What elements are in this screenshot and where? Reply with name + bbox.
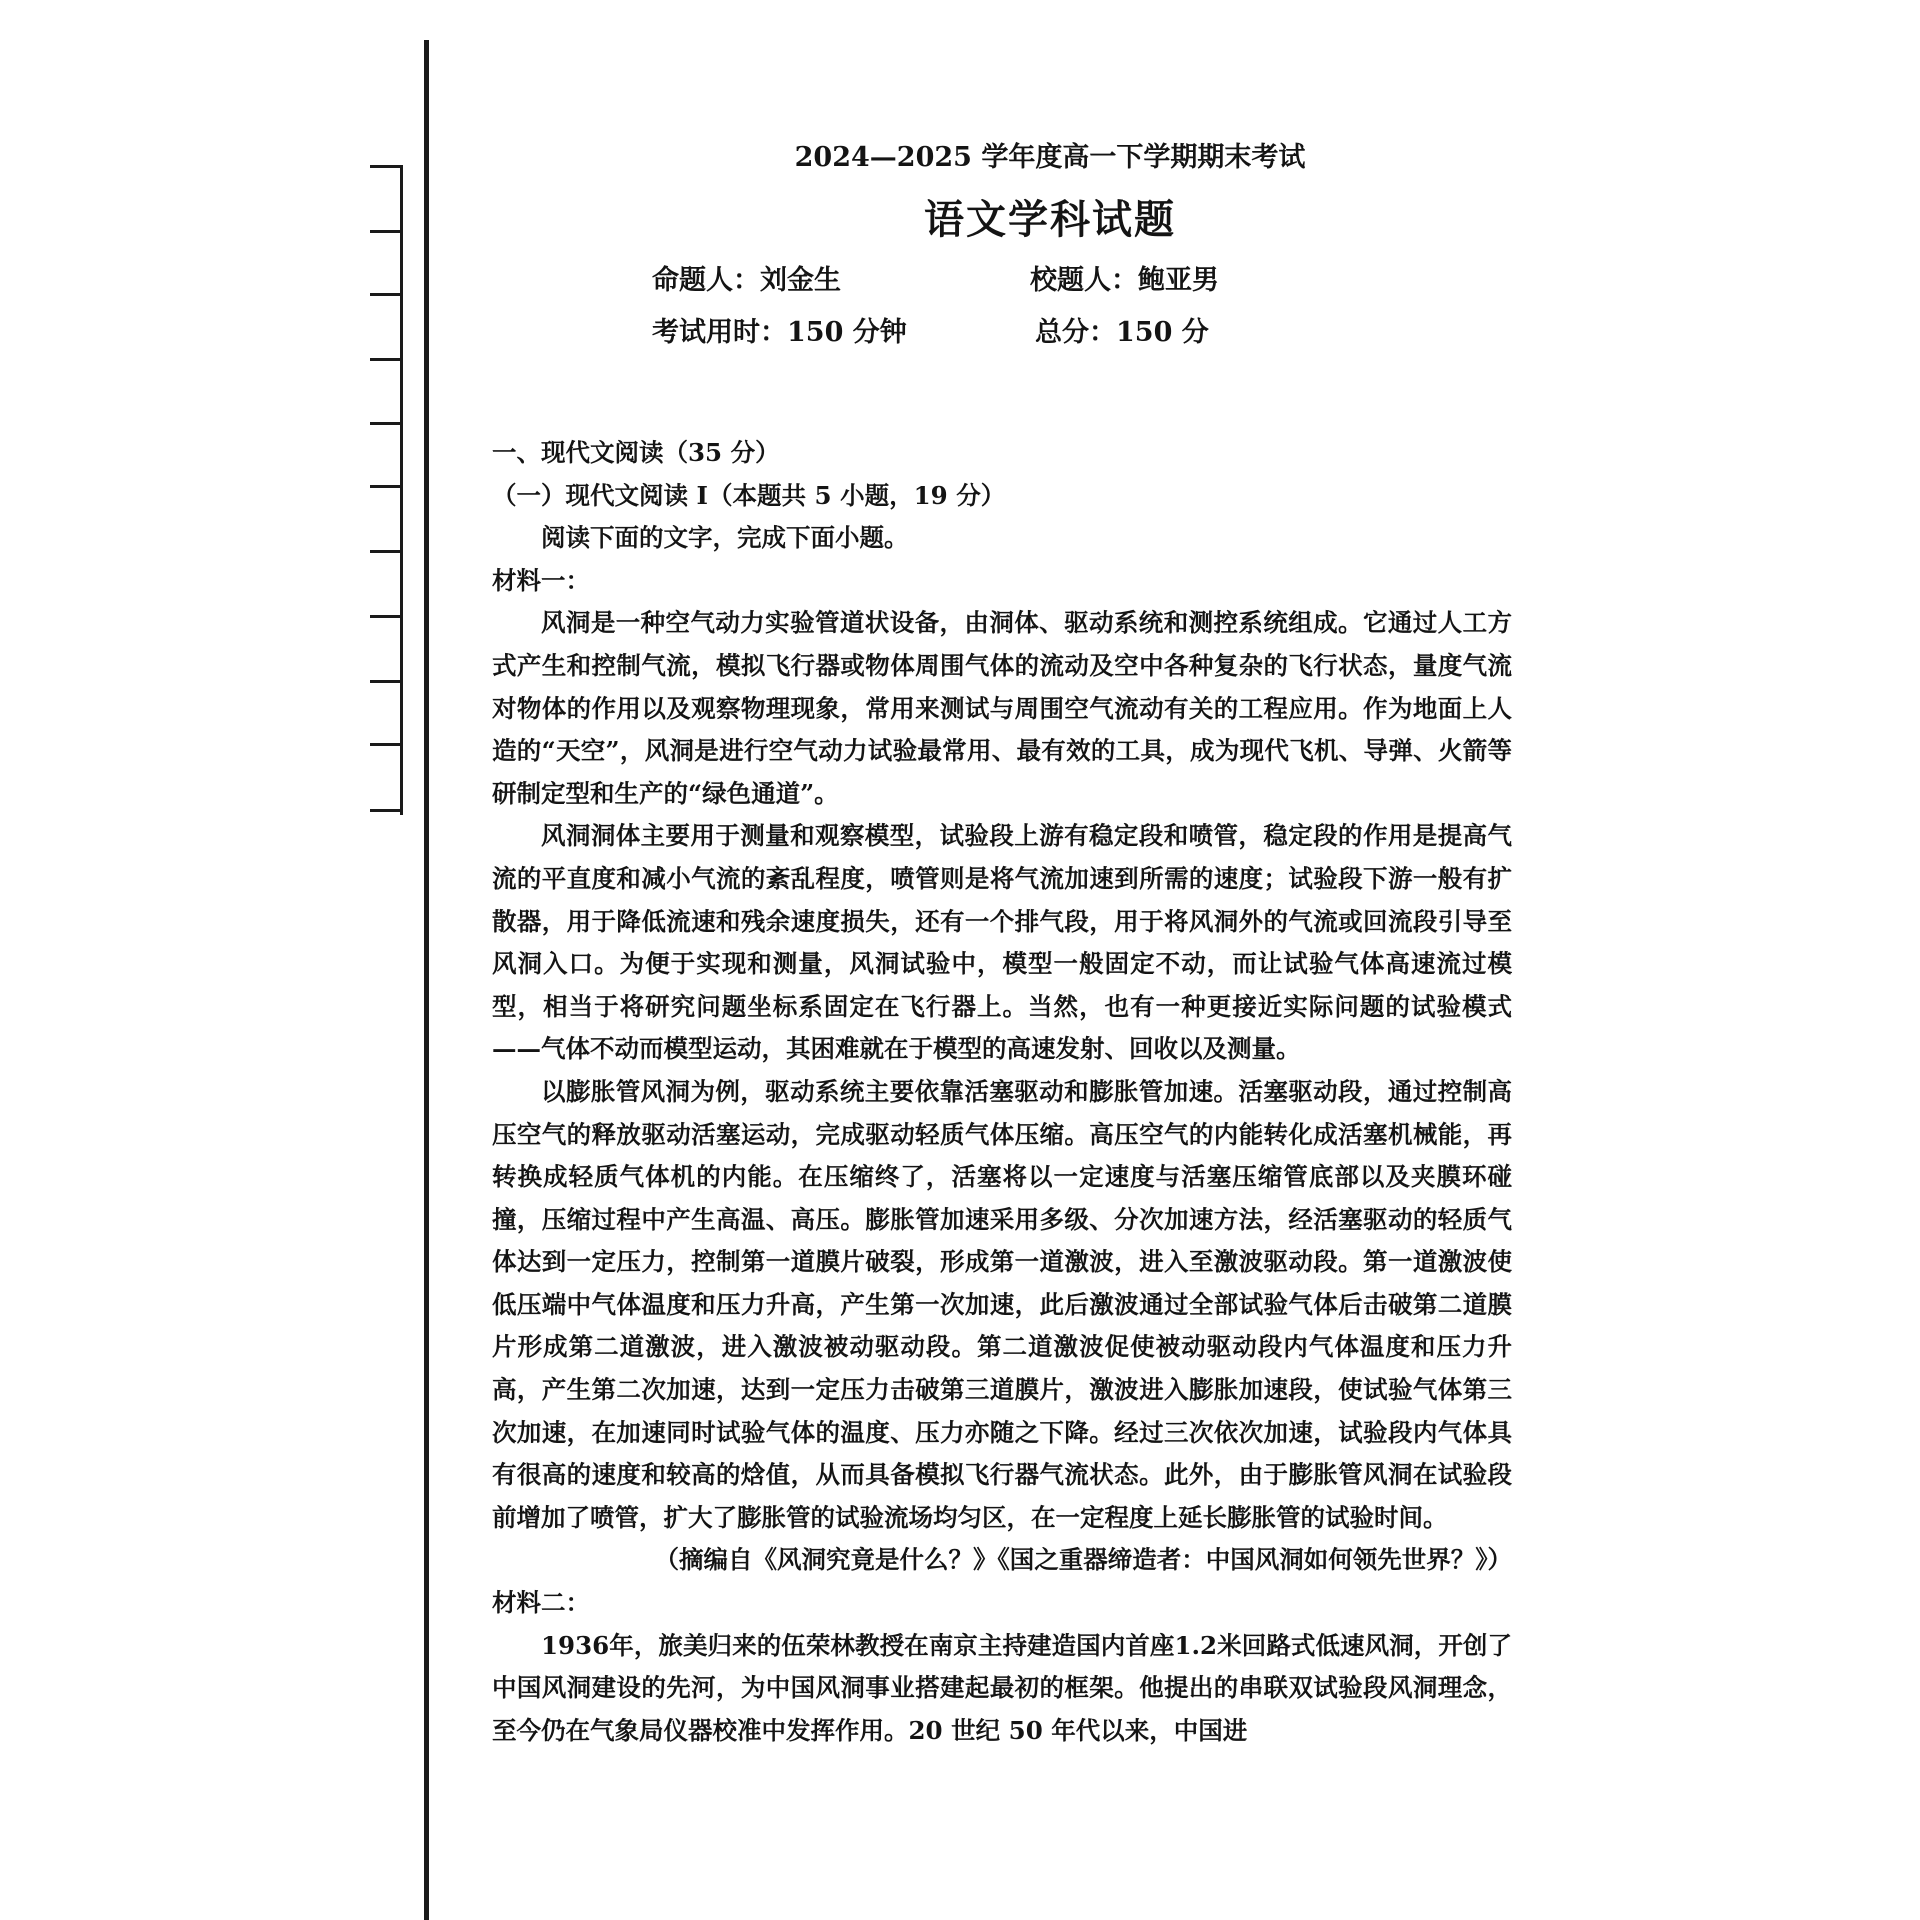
binding-tick (370, 809, 400, 812)
binding-line (424, 40, 429, 1920)
total-score: 总分：150 分 (1035, 317, 1209, 348)
material1-label: 材料一： (492, 565, 590, 595)
reviewer: 校题人：鲍亚男 (1030, 265, 1219, 296)
binding-tick (370, 615, 400, 618)
material1-source: （摘编自《风洞究竟是什么？》《国之重器缔造者：中国风洞如何领先世界？》） (654, 1545, 1512, 1575)
instruction: 阅读下面的文字，完成下面小题。 (541, 523, 909, 553)
material1-paragraph: 风洞洞体主要用于测量和观察模型，试验段上游有稳定段和喷管，稳定段的作用是提高气流的平直度和减小气流的紊乱程度，喷管则是将气流加速到所需的速度；试验段下游一般有扩散器，用于降低流速和残余速度损失，还有一个排气段，用于将风洞外的气流或回流段引导至风洞入口。为便于实现和测量，风洞试验中，模型一般固定不动，而让试验气体高速流过模型，相当于将研究问题坐标系固定在飞行器上。当然，也有一种更接近实际问题的试验模式——气体不动而模型运动，其困难就在于模型的高速发射、回收以及测量。 (492, 821, 1512, 1064)
material2-label: 材料二： (492, 1588, 590, 1618)
material1-paragraph: 以膨胀管风洞为例，驱动系统主要依靠活塞驱动和膨胀管加速。活塞驱动段，通过控制高压空气的释放驱动活塞运动，完成驱动轻质气体压缩。高压空气的内能转化成活塞机械能，再转换成轻质气体机的内能。在压缩终了，活塞将以一定速度与活塞压缩管底部以及夹膜环碰撞，压缩过程中产生高温、高压。膨胀管加速采用多级、分次加速方法，经活塞驱动的轻质气体达到一定压力，控制第一道膜片破裂，形成第一道激波，进入至激波驱动段。第一道激波使低压端中气体温度和压力升高，产生第一次加速，此后激波通过全部试验气体后击破第二道膜片形成第二道激波，进入激波被动驱动段。第二道激波促使被动驱动段内气体温度和压力升高，产生第二次加速，达到一定压力击破第三道膜片，激波进入膨胀加速段，使试验气体第三次加速，在加速同时试验气体的温度、压力亦随之下降。经过三次依次加速，试验段内气体具有很高的速度和较高的焓值，从而具备模拟飞行器气流状态。此外，由于膨胀管风洞在试验段前增加了喷管，扩大了膨胀管的试验流场均匀区，在一定程度上延长膨胀管的试验时间。 (492, 1076, 1512, 1532)
binding-ticks (370, 165, 403, 815)
material1-paragraph: 风洞是一种空气动力实验管道状设备，由洞体、驱动系统和测控系统组成。它通过人工方式产生和控制气流，模拟飞行器或物体周围气体的流动及空中各种复杂的飞行状态，量度气流对物体的作用以及观察物理现象，常用来测试与周围空气流动有关的工程应用。作为地面上人造的“天空”，风洞是进行空气动力试验最常用、最有效的工具，成为现代飞机、导弹、火箭等研制定型和生产的“绿色通道”。 (492, 608, 1512, 808)
exam-time: 考试用时：150 分钟 (652, 317, 907, 348)
author: 命题人：刘金生 (652, 265, 841, 296)
material2-paragraph: 1936年，旅美归来的伍荣林教授在南京主持建造国内首座1.2米回路式低速风洞，开创了中国风洞建设的先河，为中国风洞事业搭建起最初的框架。他提出的串联双试验段风洞理念，至今仍在气象局仪器校准中发挥作用。20 世纪 50 年代以来，中国进 (492, 1630, 1512, 1745)
section-subheading: （一）现代文阅读 I（本题共 5 小题，19 分） (492, 480, 1006, 510)
reading-section (492, 432, 1512, 1752)
binding-tick (370, 550, 400, 553)
binding-tick (370, 165, 400, 168)
subject-title: 语文学科试题 (924, 196, 1176, 243)
binding-tick (370, 743, 400, 746)
binding-tick (370, 422, 400, 425)
binding-tick (370, 293, 400, 296)
section-heading: 一、现代文阅读（35 分） (492, 438, 780, 467)
binding-tick (370, 230, 400, 233)
exam-title: 2024—2025 学年度高一下学期期末考试 (794, 142, 1306, 173)
binding-tick (370, 485, 400, 488)
binding-tick (370, 680, 400, 683)
binding-tick (370, 358, 400, 361)
